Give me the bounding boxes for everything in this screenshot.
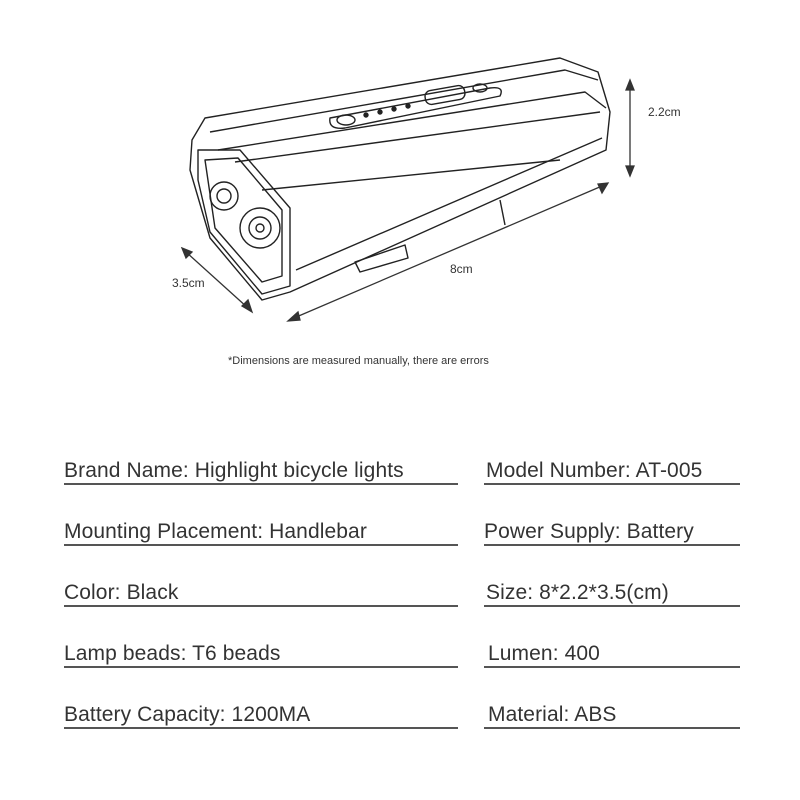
spec-value: Black <box>126 581 179 604</box>
spec-left <box>64 642 280 666</box>
spec-row <box>64 506 740 546</box>
spec-left <box>64 520 367 544</box>
led-right <box>240 208 280 248</box>
light-top-edge <box>210 70 598 132</box>
spec-label: Size: <box>486 581 534 604</box>
spec-label: Material: <box>488 703 570 726</box>
spec-left <box>64 459 404 483</box>
length-label: 8cm <box>450 262 473 276</box>
spec-row <box>64 567 740 607</box>
spec-value: Battery <box>626 520 694 543</box>
spec-value: Handlebar <box>269 520 367 543</box>
spec-label: Lumen: <box>488 642 559 665</box>
light-body-outline <box>190 58 610 300</box>
spec-label: Brand Name: <box>64 459 189 482</box>
spec-label: Model Number: <box>486 459 631 482</box>
spec-right <box>484 520 694 544</box>
spec-value: T6 beads <box>192 642 281 665</box>
spec-value: Highlight bicycle lights <box>194 459 404 482</box>
spec-value: 400 <box>564 642 600 665</box>
dimension-note: *Dimensions are measured manually, there are errors <box>228 355 489 367</box>
control-panel <box>330 88 501 129</box>
spec-value: 8*2.2*3.5(cm) <box>539 581 669 604</box>
spec-value: ABS <box>574 703 617 726</box>
power-button <box>337 115 355 125</box>
spec-label: Color: <box>64 581 121 604</box>
length-arrow <box>294 186 602 318</box>
spec-right <box>486 581 669 605</box>
spec-left <box>64 581 178 605</box>
spec-label: Battery Capacity: <box>64 703 226 726</box>
spec-row <box>64 689 740 729</box>
width-label: 3.5cm <box>172 276 205 290</box>
spec-right <box>488 703 617 727</box>
spec-right <box>488 642 600 666</box>
spec-left <box>64 703 310 727</box>
led-left <box>210 182 238 210</box>
spec-label: Power Supply: <box>484 520 621 543</box>
spec-row <box>64 445 740 485</box>
bike-light-drawing <box>0 0 800 340</box>
spec-value: AT-005 <box>635 459 703 482</box>
spec-row <box>64 628 740 668</box>
height-label: 2.2cm <box>648 105 681 119</box>
front-lens-frame <box>198 150 290 294</box>
spec-label: Lamp beads: <box>64 642 187 665</box>
spec-right <box>486 459 702 483</box>
spec-value: 1200MA <box>231 703 311 726</box>
spec-label: Mounting Placement: <box>64 520 264 543</box>
